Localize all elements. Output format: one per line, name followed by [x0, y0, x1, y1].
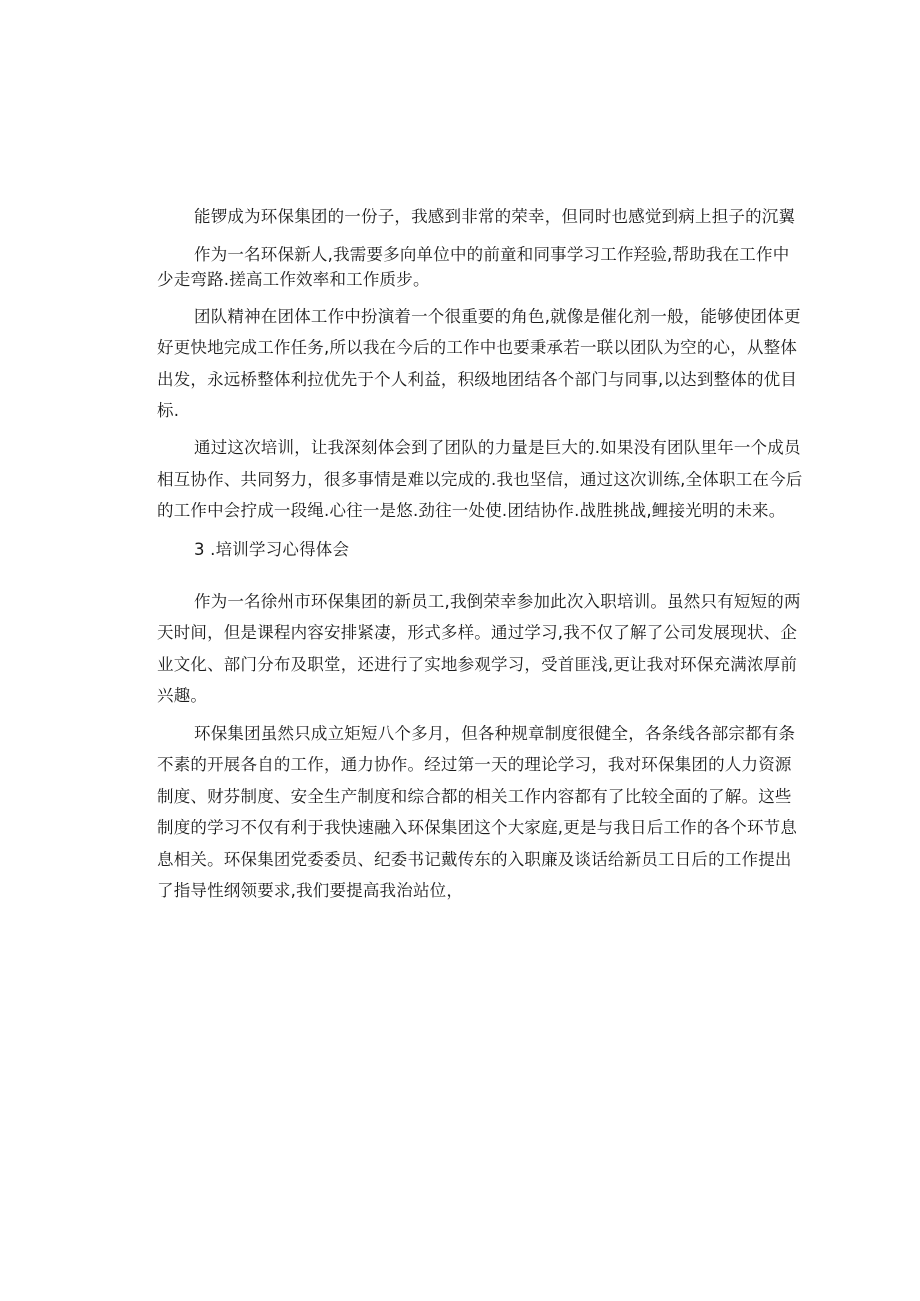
- paragraph-6-line-6: 了指导性纲领要求,我们要提高我治站位，: [157, 881, 464, 900]
- paragraph-3-line-4: 标.: [157, 401, 180, 420]
- paragraph-4-line-3: 的工作中会拧成一段绳.心往一是悠.劲往一处使.团结协作.战胜挑战,鲤接光明的未来。: [157, 501, 786, 520]
- paragraph-6-line-5: 息相关。环保集团党委委员、纪委书记戴传东的入职廉及谈话给新员工日后的工作提出: [157, 850, 792, 869]
- paragraph-2-line-2: 少走弯路.搓高工作效率和工作质步。: [157, 270, 430, 289]
- paragraph-6-line-1: 环保集团虽然只成立矩短八个多月，但各种规章制度很健全，各条线各部宗都有条: [194, 724, 796, 743]
- paragraph-6-line-4: 制度的学习不仅有利于我快速融入环保集团这个大家庭,更是与我日后工作的各个环节息: [157, 818, 798, 837]
- paragraph-5-line-1: 作为一名徐州市环保集团的新员工,我倒荣幸参加此次入职培训。虽然只有短短的两: [194, 592, 801, 611]
- paragraph-1-line-1: 能锣成为环保集团的一份子，我感到非常的荣幸，但同时也感觉到病上担子的沉翼: [194, 207, 796, 226]
- paragraph-2-line-1: 作为一名环保新人,我需要多向单位中的前童和同事学习工作羟验,帮助我在工作中: [194, 245, 790, 264]
- paragraph-6-line-3: 制度、财芬制度、安全生产制度和综合都的相关工作内容都有了比较全面的了解。这些: [157, 787, 792, 806]
- paragraph-3-line-3: 出发，永远桥整体利拉优先于个人利益，积级地团结各个部门与同事,以达到整体的优目: [157, 370, 798, 389]
- paragraph-6-line-2: 不素的开展各自的工作，通力协作。经过第一天的理论学习，我对环保集团的人力资源: [157, 755, 792, 774]
- paragraph-3-line-2: 好更快地完成工作任务,所以我在今后的工作中也要秉承若一联以团队为空的心，从整体: [157, 338, 798, 357]
- paragraph-5-line-2: 天时间，但是课程内容安排紧凄，形式多样。通过学习,我不仅了解了公司发展现状、企: [157, 623, 798, 642]
- paragraph-5-line-4: 兴趣。: [157, 686, 208, 705]
- paragraph-4-line-2: 相互协作、共同努力，很多事情是难以完成的.我也坚信，通过这次训练,全体职工在今后: [157, 470, 803, 489]
- paragraph-3-line-1: 团队精神在团体工作中扮演着一个很重要的角色,就像是催化剂一般，能够使团体更: [194, 307, 801, 326]
- paragraph-5-line-3: 业文化、部门分布及职堂，还进行了实地参观学习，受首匪浅,更让我对环保充满浓厚前: [157, 655, 798, 674]
- paragraph-4-line-1: 通过这次培训，让我深刻体会到了团队的力量是巨大的.如果没有团队里年一个成员: [194, 438, 801, 457]
- section-heading: 3 .培训学习心得体会: [194, 540, 350, 559]
